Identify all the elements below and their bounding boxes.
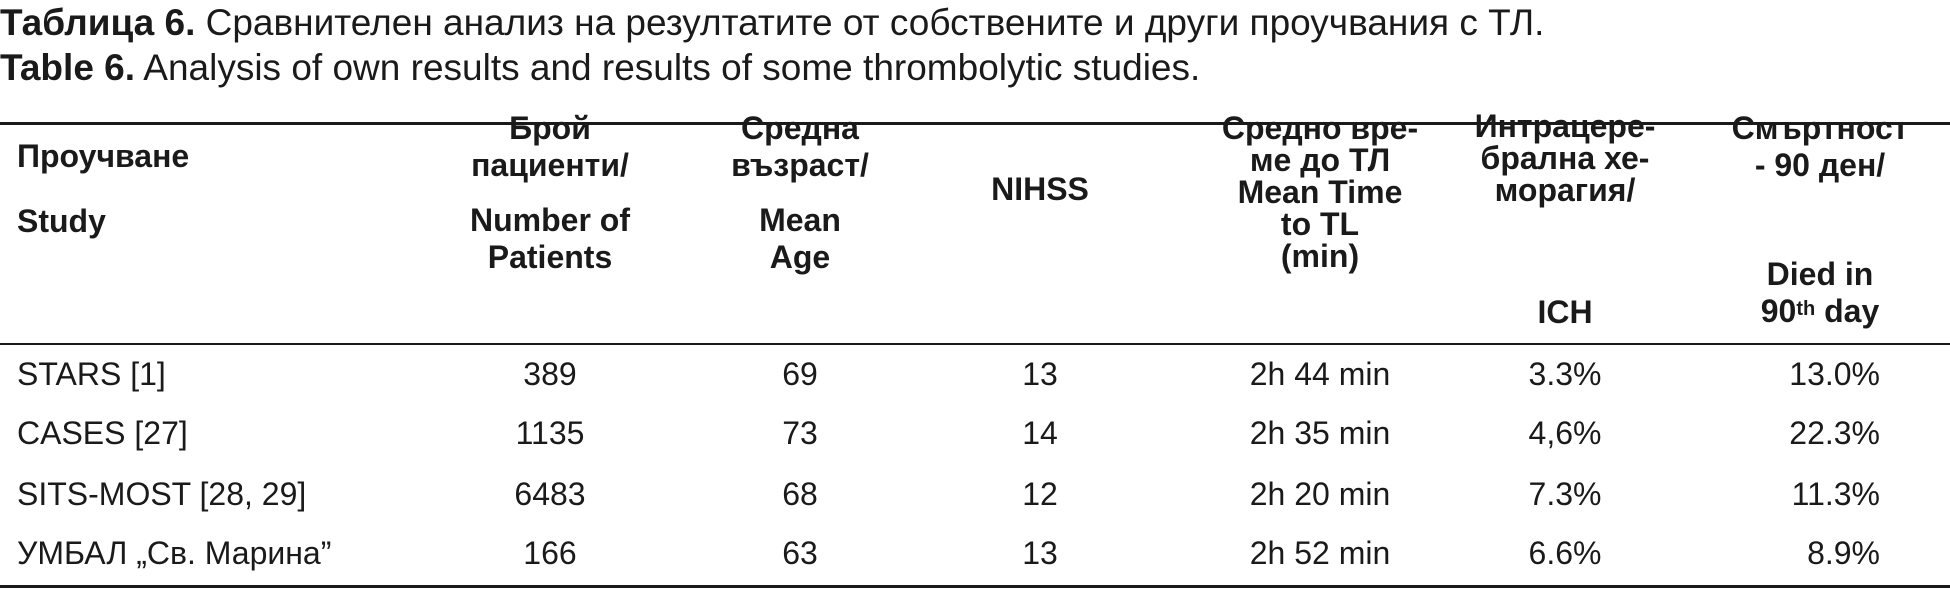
cell-time: 2h 52 min	[1249, 535, 1391, 571]
cell-ich: 6.6%	[1528, 535, 1602, 571]
cell-died: 11.3%	[1791, 476, 1880, 512]
cell-nihss: 14	[1022, 415, 1058, 451]
cell-age: 68	[782, 476, 818, 512]
header-age-bg-2: възраст/	[731, 147, 869, 183]
cell-age: 63	[782, 535, 818, 571]
cell-study: УМБАЛ „Св. Марина”	[17, 535, 332, 571]
header-age-en	[700, 202, 900, 276]
table-bottom-rule	[0, 585, 1950, 588]
cell-patients: 1135	[515, 415, 585, 451]
header-age-en-1: Mean	[759, 202, 841, 238]
cell-died: 13.0%	[1789, 356, 1880, 392]
header-time-5: (min)	[1280, 238, 1360, 274]
header-patients-en-2: Patients	[487, 239, 613, 275]
cell-ich: 7.3%	[1528, 476, 1602, 512]
header-ich-bg-1: Интрацере-	[1474, 108, 1656, 144]
header-study-en: Study	[17, 203, 106, 239]
cell-patients: 6483	[514, 476, 586, 512]
header-died-en-sup: th	[1796, 298, 1816, 320]
cell-study: CASES [27]	[17, 415, 188, 451]
header-ich-bg-3: морагия/	[1494, 172, 1636, 208]
header-patients	[440, 110, 660, 184]
cell-died: 22.3%	[1789, 415, 1880, 451]
header-died-en-2b: day	[1815, 293, 1880, 329]
header-ich-bg-2: брална хе-	[1480, 140, 1650, 176]
header-died-en-2	[1700, 293, 1940, 330]
caption-bg-label: Таблица 6.	[0, 2, 196, 43]
cell-died: 8.9%	[1807, 535, 1880, 571]
header-patients-bg-1: Брой	[509, 110, 591, 146]
header-time-3: Mean Time	[1237, 174, 1403, 210]
cell-nihss: 13	[1022, 356, 1058, 392]
header-nihss: NIHSS	[991, 171, 1089, 207]
cell-time: 2h 44 min	[1249, 356, 1391, 392]
header-ich	[1460, 110, 1670, 206]
header-age-en-2: Age	[769, 239, 831, 275]
caption-bulgarian	[0, 2, 1544, 44]
cell-nihss: 13	[1022, 535, 1058, 571]
header-time-1: Средно вре-	[1221, 110, 1419, 146]
cell-age: 73	[782, 415, 818, 451]
header-died-en	[1700, 256, 1940, 330]
table-header-rule	[0, 343, 1950, 345]
cell-nihss: 12	[1022, 476, 1058, 512]
cell-study: SITS-MOST [28, 29]	[17, 476, 307, 512]
cell-study: STARS [1]	[17, 356, 166, 392]
cell-patients: 389	[523, 356, 577, 392]
cell-patients: 166	[523, 535, 577, 571]
header-died-bg-2: - 90 ден/	[1754, 147, 1886, 183]
cell-ich: 4,6%	[1528, 415, 1602, 451]
header-died	[1700, 110, 1940, 184]
header-age	[700, 110, 900, 184]
header-died-bg-1: Смъртност	[1731, 110, 1909, 146]
cell-time: 2h 35 min	[1249, 415, 1391, 451]
header-age-bg-1: Средна	[741, 110, 859, 146]
header-patients-en-1: Number of	[470, 202, 630, 238]
caption-en-text: Analysis of own results and results of some thrombolytic studies.	[135, 47, 1201, 88]
header-patients-en	[440, 202, 660, 276]
header-study-bg: Проучване	[17, 138, 190, 174]
header-time-4: to TL	[1280, 206, 1360, 242]
header-time	[1180, 112, 1460, 272]
header-died-en-1: Died in	[1766, 256, 1874, 292]
cell-time: 2h 20 min	[1249, 476, 1391, 512]
cell-age: 69	[782, 356, 818, 392]
header-died-en-2a: 90	[1760, 293, 1797, 329]
cell-ich: 3.3%	[1528, 356, 1602, 392]
caption-english	[0, 47, 1200, 89]
caption-en-label: Table 6.	[0, 47, 136, 88]
caption-bg-text: Сравнителен анализ на резултатите от собствените и други проучвания с ТЛ.	[195, 2, 1545, 43]
header-patients-bg-2: пациенти/	[471, 147, 629, 183]
header-ich-en: ICH	[1537, 294, 1593, 330]
header-time-2: ме до ТЛ	[1249, 142, 1391, 178]
